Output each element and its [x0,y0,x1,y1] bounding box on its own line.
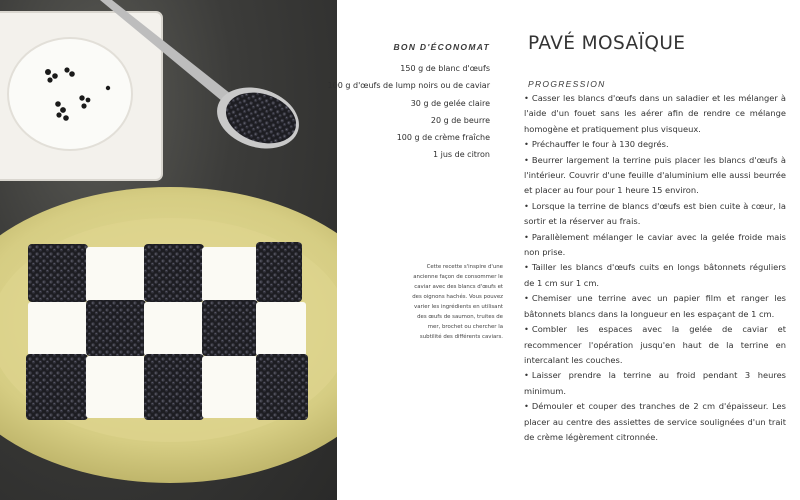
ingredient-item: 20 g de beurre [430,115,490,125]
ingredient-item: 100 g de crème fraîche [396,133,490,143]
recipe-page [327,0,800,500]
step-item: • Parallèlement mélanger le caviar avec la gelée froide mais non prise. [524,230,786,261]
step-item: • Tailler les blancs d'œufs cuits en longs bâtonnets réguliers de 1 cm sur 1 cm. [524,260,786,291]
dish-photo [0,0,337,500]
step-item: • Lorsque la terrine de blancs d'œufs est bien cuite à cœur, la sortir et la réserver au frais. [524,199,786,230]
step-item: • Casser les blancs d'œufs dans un saladier et les mélanger à l'aide d'un fouet sans les aérer afin de rendre ce mélange homogène et pratiquement plus visqueux. [524,91,786,137]
progression-steps [524,91,786,445]
ingredient-item: 100 g d'œufs de lump noirs ou de caviar [327,81,490,91]
ingredient-item: 1 jus de citron [432,150,490,160]
recipe-caption: Cette recette s'inspire d'une ancienne façon de consommer le caviar avec des blancs d'œufs et des oignons hachés. Vous pouvez varier les ingrédients en utilisant des œufs de saumon, truites de mer, brochet ou chercher la subtilité des différents caviars. [412,264,503,340]
ingredients-list [320,60,490,164]
cream-dish [0,12,162,180]
progression-title: PROGRESSION [528,79,606,89]
ingredients-title: BON D'ÉCONOMAT [393,42,490,52]
step-item: • Chemiser une terrine avec un papier film et ranger les bâtonnets blancs dans la longueur en les espaçant de 1 cm. [524,291,786,322]
ingredient-item: 150 g de blanc d'œufs [400,64,490,73]
step-item: • Démouler et couper des tranches de 2 cm d'épaisseur. Les placer au centre des assiettes de service soulignées d'un trait de crème légèrement citronnée. [524,399,786,445]
step-item: • Préchauffer le four à 130 degrés. [524,137,786,152]
mosaic-checkerboard [26,242,308,420]
step-item: • Combler les espaces avec la gelée de caviar et recommencer l'opération jusqu'en haut de la terrine en intercalant les couches. [524,322,786,368]
dish-photo-illustration [0,0,337,500]
ingredient-item: 30 g de gelée claire [410,98,490,108]
step-item: • Laisser prendre la terrine au froid pendant 3 heures minimum. [524,368,786,399]
ingredients-block [320,42,490,164]
step-item: • Beurrer largement la terrine puis placer les blancs d'œufs à l'intérieur. Couvrir d'une feuille d'aluminium elle aussi beurrée et placer au four pour 1 heure 15 environ. [524,153,786,199]
recipe-title: PAVÉ MOSAÏQUE [528,33,686,54]
